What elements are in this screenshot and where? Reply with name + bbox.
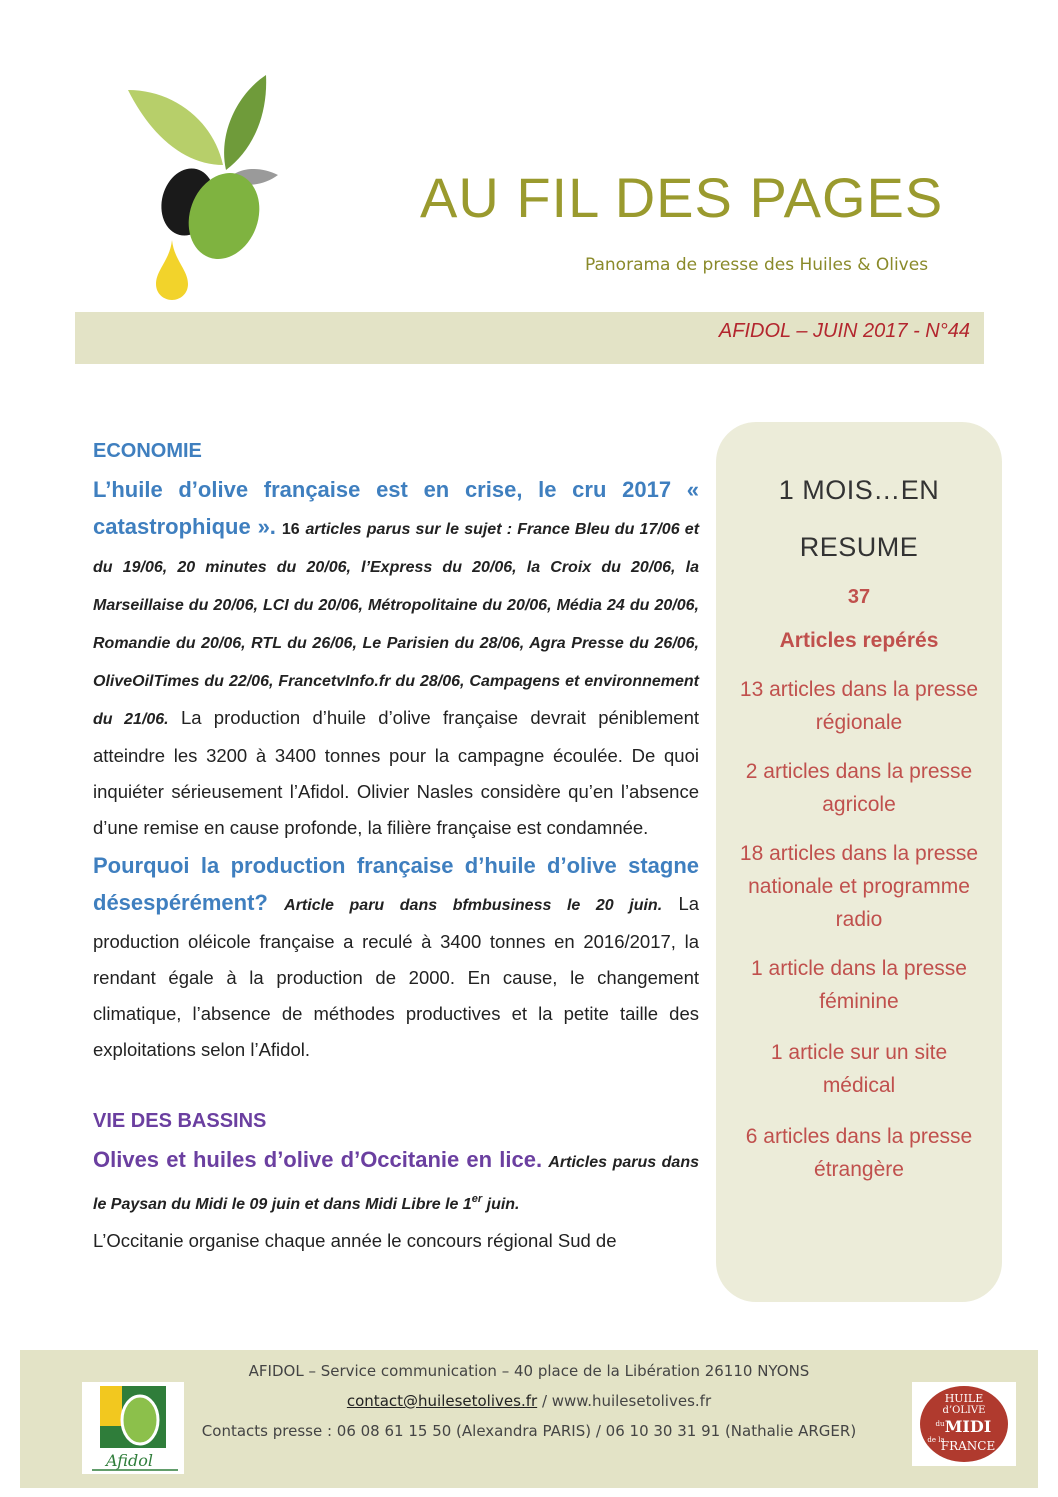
article-body: La production oléicole française a reculé à 3400 tonnes en 2016/2017, la rendant égale à la production de 2000. En cause, le changement climatique, l’absence de méthodes productives et la petite taille des exploitations selon l’Afidol. — [93, 893, 700, 1060]
section-vie-des-bassins: VIE DES BASSINS — [93, 1110, 267, 1132]
tagline: Panorama de presse des Huiles & Olives — [585, 255, 929, 275]
issue-label: AFIDOL – JUIN 2017 - N°44 — [718, 320, 970, 342]
section-economie: ECONOMIE — [93, 440, 202, 462]
logo-text: HUILE — [944, 1392, 984, 1405]
masthead-title: AU FIL DES PAGES — [420, 166, 944, 229]
sidebar-title-line: 1 MOIS…EN — [778, 475, 940, 505]
article-sources-end: juin. — [482, 1196, 520, 1214]
sidebar-item: 13 articles dans la presse régionale — [739, 678, 979, 734]
sidebar-title — [716, 462, 1002, 576]
article-sources: Articles parus dans le Paysan du Midi le 09 juin et dans Midi Libre le 1 — [93, 1154, 700, 1214]
sidebar-item: 18 articles dans la presse nationale et programme radio — [739, 842, 979, 931]
midi-france-logo — [912, 1382, 1016, 1466]
article-economie-2 — [93, 848, 699, 1068]
footer — [20, 1350, 1038, 1488]
article-headline: Olives et huiles d’olive d’Occitanie en lice. — [93, 1147, 543, 1172]
sidebar-item: 1 article sur un site médical — [770, 1041, 948, 1097]
contact-email-link[interactable]: contact@huilesetolives.fr — [346, 1392, 538, 1410]
article-sources: articles parus sur le sujet : France Bleu du 17/06 et du 19/06, 20 minutes du 20/06, l’Express du 20/06, la Croix du 20/06, la Marseillaise du 20/06, LCI du 20/06, Métropolitaine du 20/06, Média 24 du 20/06, Romandie du 20/06, RTL du 26/06, Le Parisien du 28/06, Agra Presse du 26/06, OliveOilTimes du 22/06, FrancetvInfo.fr du 28/06, Campagens et environnement du 21/06. — [93, 521, 700, 728]
main-column — [93, 434, 699, 1259]
website-text: / www.huilesetolives.fr — [537, 1392, 712, 1410]
article-bassins-1 — [93, 1142, 699, 1259]
sidebar-item: 1 article dans la presse féminine — [751, 957, 967, 1013]
superscript: er — [471, 1193, 483, 1205]
footer-address: AFIDOL – Service communication – 40 place de la Libération 26110 NYONS — [248, 1362, 810, 1380]
article-sources: Article paru dans bfmbusiness le 20 juin. — [284, 897, 663, 914]
sidebar-item: 6 articles dans la presse étrangère — [745, 1125, 973, 1181]
logo-text: d’OLIVE — [942, 1405, 986, 1416]
logo-text: FRANCE — [940, 1439, 996, 1453]
summary-sidebar — [716, 422, 1002, 1302]
article-body: L’Occitanie organise chaque année le concours régional Sud de — [93, 1230, 617, 1252]
afidol-logo — [82, 1382, 184, 1474]
logo-text: du — [935, 1420, 945, 1428]
article-body: La production d’huile d’olive française devrait péniblement atteindre les 3200 à 3400 tonnes pour la campagne écoulée. De quoi inquiéter sérieusement l’Afidol. Olivier Nasles considère qu’en l’absence d’une remise en cause profonde, la filière française est condamnée. — [93, 707, 699, 838]
logo-text: de la — [927, 1436, 945, 1444]
article-count: 16 — [281, 521, 300, 538]
footer-contacts: Contacts presse : 06 08 61 15 50 (Alexandra PARIS) / 06 10 30 31 91 (Nathalie ARGER) — [201, 1422, 857, 1440]
afidol-logo-text: Afidol — [106, 1451, 153, 1470]
article-headline: Pourquoi la production française d’huile d’olive stagne désespérément? — [93, 853, 699, 915]
article-headline: L’huile d’olive française est en crise, le cru 2017 « catastrophique ». — [93, 477, 699, 539]
sidebar-label: Articles repérés — [779, 629, 939, 652]
olive-logo-icon — [118, 70, 288, 302]
logo-text: MIDI — [944, 1417, 992, 1436]
sidebar-item: 2 articles dans la presse agricole — [745, 760, 973, 816]
issue-band — [75, 312, 984, 364]
sidebar-count: 37 — [847, 586, 871, 608]
article-economie-1 — [93, 472, 699, 846]
sidebar-title-line: RESUME — [799, 532, 919, 562]
